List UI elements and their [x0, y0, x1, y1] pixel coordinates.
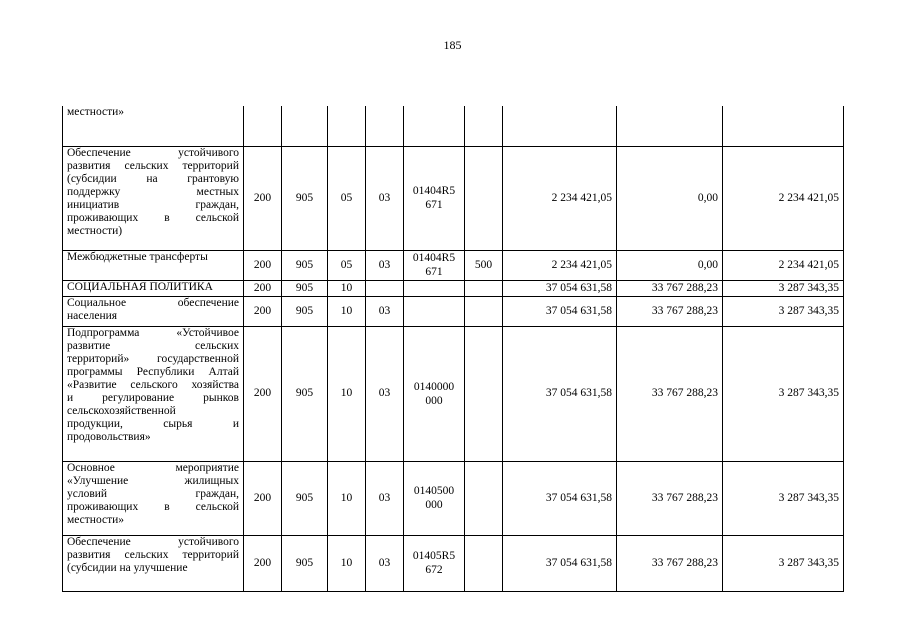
- table-body: [63, 106, 844, 591]
- section-code-cell: 05: [328, 146, 366, 250]
- target-article-line: 000: [425, 394, 443, 407]
- department-code-cell: 905: [282, 535, 328, 591]
- page-number: 185: [443, 38, 462, 52]
- row-name-line: местности): [67, 224, 123, 237]
- sum-total-cell: 37 054 631,58: [503, 461, 617, 535]
- row-name-line: местности»: [67, 513, 125, 526]
- expense-type-cell: [465, 146, 503, 250]
- gr-code-cell: 200: [244, 296, 282, 326]
- target-article-line: 01405R5: [412, 550, 456, 562]
- section-code-cell: 05: [328, 250, 366, 280]
- gr-code-cell: 200: [244, 461, 282, 535]
- target-article-cell: [404, 106, 465, 146]
- section-code-cell: 10: [328, 326, 366, 461]
- table-row: [63, 461, 844, 535]
- gr-code-cell: 200: [244, 535, 282, 591]
- row-name-cell: [63, 535, 244, 591]
- sum-b-cell: 2 234 421,05: [723, 250, 844, 280]
- table-row: [63, 326, 844, 461]
- sum-total-cell: 37 054 631,58: [503, 326, 617, 461]
- target-article-cell: [404, 326, 465, 461]
- target-article-cell: [404, 280, 465, 296]
- subsection-code-cell: 03: [366, 461, 404, 535]
- department-code-cell: 905: [282, 146, 328, 250]
- row-name-line: населения: [67, 309, 118, 322]
- gr-code-cell: 200: [244, 250, 282, 280]
- table-row: [63, 106, 844, 146]
- gr-code-cell: [244, 106, 282, 146]
- sum-a-cell: 33 767 288,23: [617, 461, 723, 535]
- target-article-line: 0140000: [413, 380, 455, 393]
- table-row: [63, 250, 844, 280]
- target-article-line: 672: [425, 564, 443, 576]
- row-name-line: и регулирование рынков: [67, 391, 239, 404]
- table-row: [63, 296, 844, 326]
- target-article-cell: [404, 250, 465, 280]
- expense-type-cell: [465, 461, 503, 535]
- row-name-cell: [63, 326, 244, 461]
- gr-code-cell: 200: [244, 326, 282, 461]
- section-code-cell: 10: [328, 296, 366, 326]
- subsection-code-cell: 03: [366, 326, 404, 461]
- row-name-line: развития сельских территорий: [67, 159, 239, 172]
- target-article-line: 671: [425, 199, 443, 211]
- section-code-cell: [328, 106, 366, 146]
- row-name-cell: [63, 296, 244, 326]
- row-name-cell: [63, 146, 244, 250]
- row-name-line: СОЦИАЛЬНАЯ ПОЛИТИКА: [67, 280, 213, 293]
- table-row: [63, 280, 844, 296]
- sum-a-cell: 33 767 288,23: [617, 280, 723, 296]
- section-code-cell: 10: [328, 461, 366, 535]
- expense-type-cell: 500: [465, 250, 503, 280]
- sum-b-cell: [723, 106, 844, 146]
- subsection-code-cell: [366, 280, 404, 296]
- row-name-line: Подпрограмма «Устойчивое: [67, 326, 239, 339]
- expense-type-cell: [465, 326, 503, 461]
- department-code-cell: 905: [282, 296, 328, 326]
- budget-table: [62, 106, 844, 592]
- expense-type-cell: [465, 535, 503, 591]
- row-name-line: сельскохозяйственной: [67, 404, 176, 417]
- expense-type-cell: [465, 280, 503, 296]
- department-code-cell: 905: [282, 280, 328, 296]
- gr-code-cell: 200: [244, 280, 282, 296]
- department-code-cell: 905: [282, 326, 328, 461]
- expense-type-cell: [465, 106, 503, 146]
- row-name-line: Основное мероприятие: [67, 461, 239, 474]
- row-name-line: условий граждан,: [67, 487, 239, 500]
- target-article-line: 01404R5: [412, 252, 456, 264]
- target-article-line: 01404R5: [412, 185, 456, 197]
- row-name-line: проживающих в сельской: [67, 211, 239, 224]
- subsection-code-cell: 03: [366, 250, 404, 280]
- target-article-line: 0140500: [413, 485, 455, 497]
- department-code-cell: [282, 106, 328, 146]
- row-name-line: (субсидии на улучшение: [67, 561, 188, 574]
- sum-total-cell: 37 054 631,58: [503, 296, 617, 326]
- section-code-cell: 10: [328, 535, 366, 591]
- sum-b-cell: 3 287 343,35: [723, 461, 844, 535]
- row-name-cell: [63, 280, 244, 296]
- target-article-line: 671: [425, 266, 443, 278]
- subsection-code-cell: [366, 106, 404, 146]
- row-name-line: продукции, сырья и: [67, 417, 239, 430]
- expense-type-cell: [465, 296, 503, 326]
- sum-b-cell: 2 234 421,05: [723, 146, 844, 250]
- row-name-line: развития сельских территорий: [67, 548, 239, 561]
- target-article-cell: [404, 146, 465, 250]
- subsection-code-cell: 03: [366, 146, 404, 250]
- sum-a-cell: [617, 106, 723, 146]
- row-name-line: развитие сельских: [67, 339, 239, 352]
- sum-a-cell: 33 767 288,23: [617, 535, 723, 591]
- row-name-line: Обеспечение устойчивого: [67, 146, 239, 159]
- row-name-line: проживающих в сельской: [67, 500, 239, 513]
- row-name-line: «Развитие сельского хозяйства: [67, 378, 239, 391]
- row-name-line: поддержку местных: [67, 185, 239, 198]
- row-name-line: «Улучшение жилищных: [67, 474, 239, 487]
- row-name-line: территорий» государственной: [67, 352, 239, 365]
- sum-total-cell: 2 234 421,05: [503, 146, 617, 250]
- target-article-cell: [404, 535, 465, 591]
- row-name-cell: [63, 461, 244, 535]
- subsection-code-cell: 03: [366, 535, 404, 591]
- row-name-cell: [63, 250, 244, 280]
- sum-a-cell: 33 767 288,23: [617, 326, 723, 461]
- row-name-line: Межбюджетные трансферты: [67, 250, 208, 263]
- section-code-cell: 10: [328, 280, 366, 296]
- department-code-cell: 905: [282, 250, 328, 280]
- table-row: [63, 535, 844, 591]
- sum-total-cell: [503, 106, 617, 146]
- sum-b-cell: 3 287 343,35: [723, 296, 844, 326]
- row-name-line: Социальное обеспечение: [67, 296, 239, 309]
- sum-a-cell: 0,00: [617, 146, 723, 250]
- sum-a-cell: 33 767 288,23: [617, 296, 723, 326]
- target-article-line: 000: [425, 499, 443, 511]
- sum-b-cell: 3 287 343,35: [723, 280, 844, 296]
- sum-total-cell: 2 234 421,05: [503, 250, 617, 280]
- row-name-cell: [63, 106, 244, 146]
- subsection-code-cell: 03: [366, 296, 404, 326]
- table-row: [63, 146, 844, 250]
- department-code-cell: 905: [282, 461, 328, 535]
- sum-a-cell: 0,00: [617, 250, 723, 280]
- row-name-line: программы Республики Алтай: [67, 365, 239, 378]
- row-name-line: Обеспечение устойчивого: [67, 535, 239, 548]
- row-name-line: продовольствия»: [67, 430, 151, 443]
- sum-total-cell: 37 054 631,58: [503, 535, 617, 591]
- row-name-line: инициатив граждан,: [67, 198, 239, 211]
- sum-b-cell: 3 287 343,35: [723, 535, 844, 591]
- row-name-line: (субсидии на грантовую: [67, 172, 239, 185]
- target-article-cell: [404, 296, 465, 326]
- target-article-cell: [404, 461, 465, 535]
- gr-code-cell: 200: [244, 146, 282, 250]
- sum-total-cell: 37 054 631,58: [503, 280, 617, 296]
- sum-b-cell: 3 287 343,35: [723, 326, 844, 461]
- row-name-line: местности»: [67, 106, 125, 118]
